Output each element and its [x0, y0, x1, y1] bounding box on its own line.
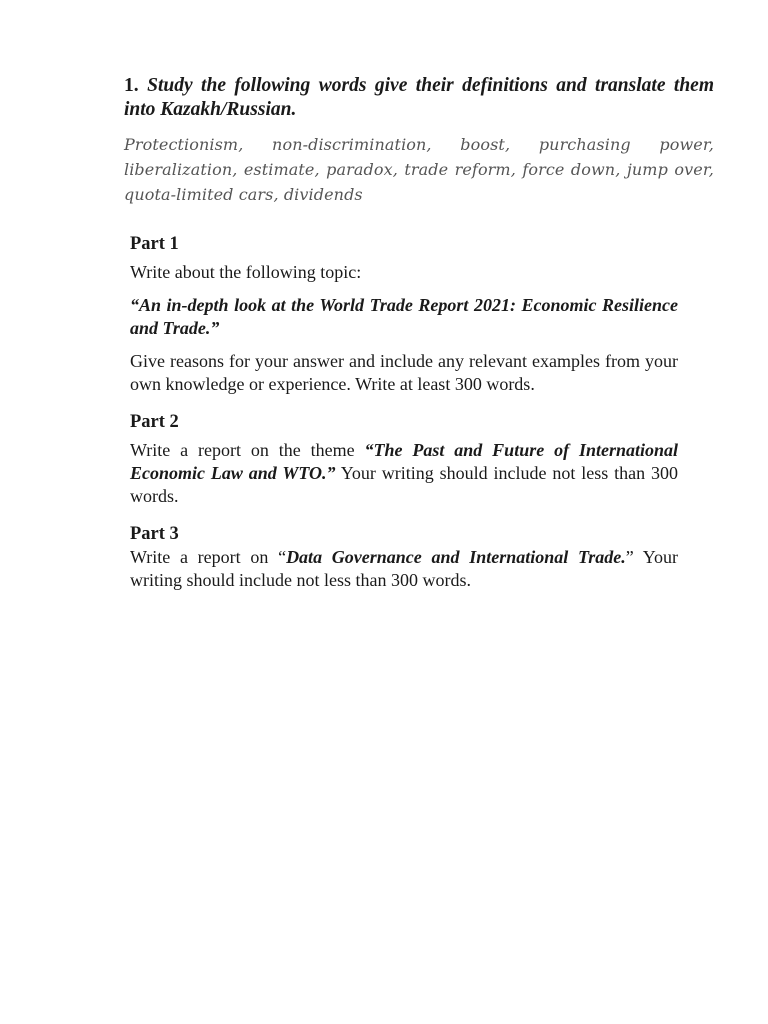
task1-heading: [124, 74, 714, 122]
task1-section: [124, 74, 714, 207]
part3-title: Part 3: [130, 524, 179, 544]
part1-intro: Write about the following topic:: [130, 262, 362, 282]
part3-text-before: Write a report on “: [130, 547, 287, 567]
part1-title: Part 1: [130, 234, 179, 254]
task1-number: 1.: [124, 75, 139, 96]
part3-text: [130, 546, 678, 592]
part1-topic: “An in-depth look at the World Trade Report 2021: Economic Resilience and Trade.”: [130, 295, 678, 338]
part2-title: Part 2: [130, 412, 179, 432]
part2-text: [130, 439, 678, 508]
vocabulary-word-list: Protectionism, non-discrimination, boost, purchasing power, liberalization, estimate, paradox, trade reform, force down, jump over, quota-limited cars, dividends: [124, 135, 714, 204]
part2-text-after: Your writing should include not less than 300 words.: [130, 463, 679, 506]
part3-theme: Data Governance and International Trade.: [286, 547, 626, 567]
writing-parts: [130, 232, 678, 592]
task1-heading-text: Study the following words give their definitions and translate them into Kazakh/Russian.: [124, 75, 715, 120]
part2-theme: “The Past and Future of International Economic Law and WTO.”: [130, 440, 678, 483]
part3-text-after: ” Your writing should include not less than 300 words.: [130, 547, 678, 590]
part1-instructions: Give reasons for your answer and include any relevant examples from your own knowledge or experience. Write at least 300 words.: [130, 351, 678, 394]
part2-section: [130, 410, 678, 508]
part2-text-before: Write a report on the theme: [130, 440, 365, 460]
part3-section: [130, 522, 678, 592]
part1-section: [130, 232, 678, 396]
